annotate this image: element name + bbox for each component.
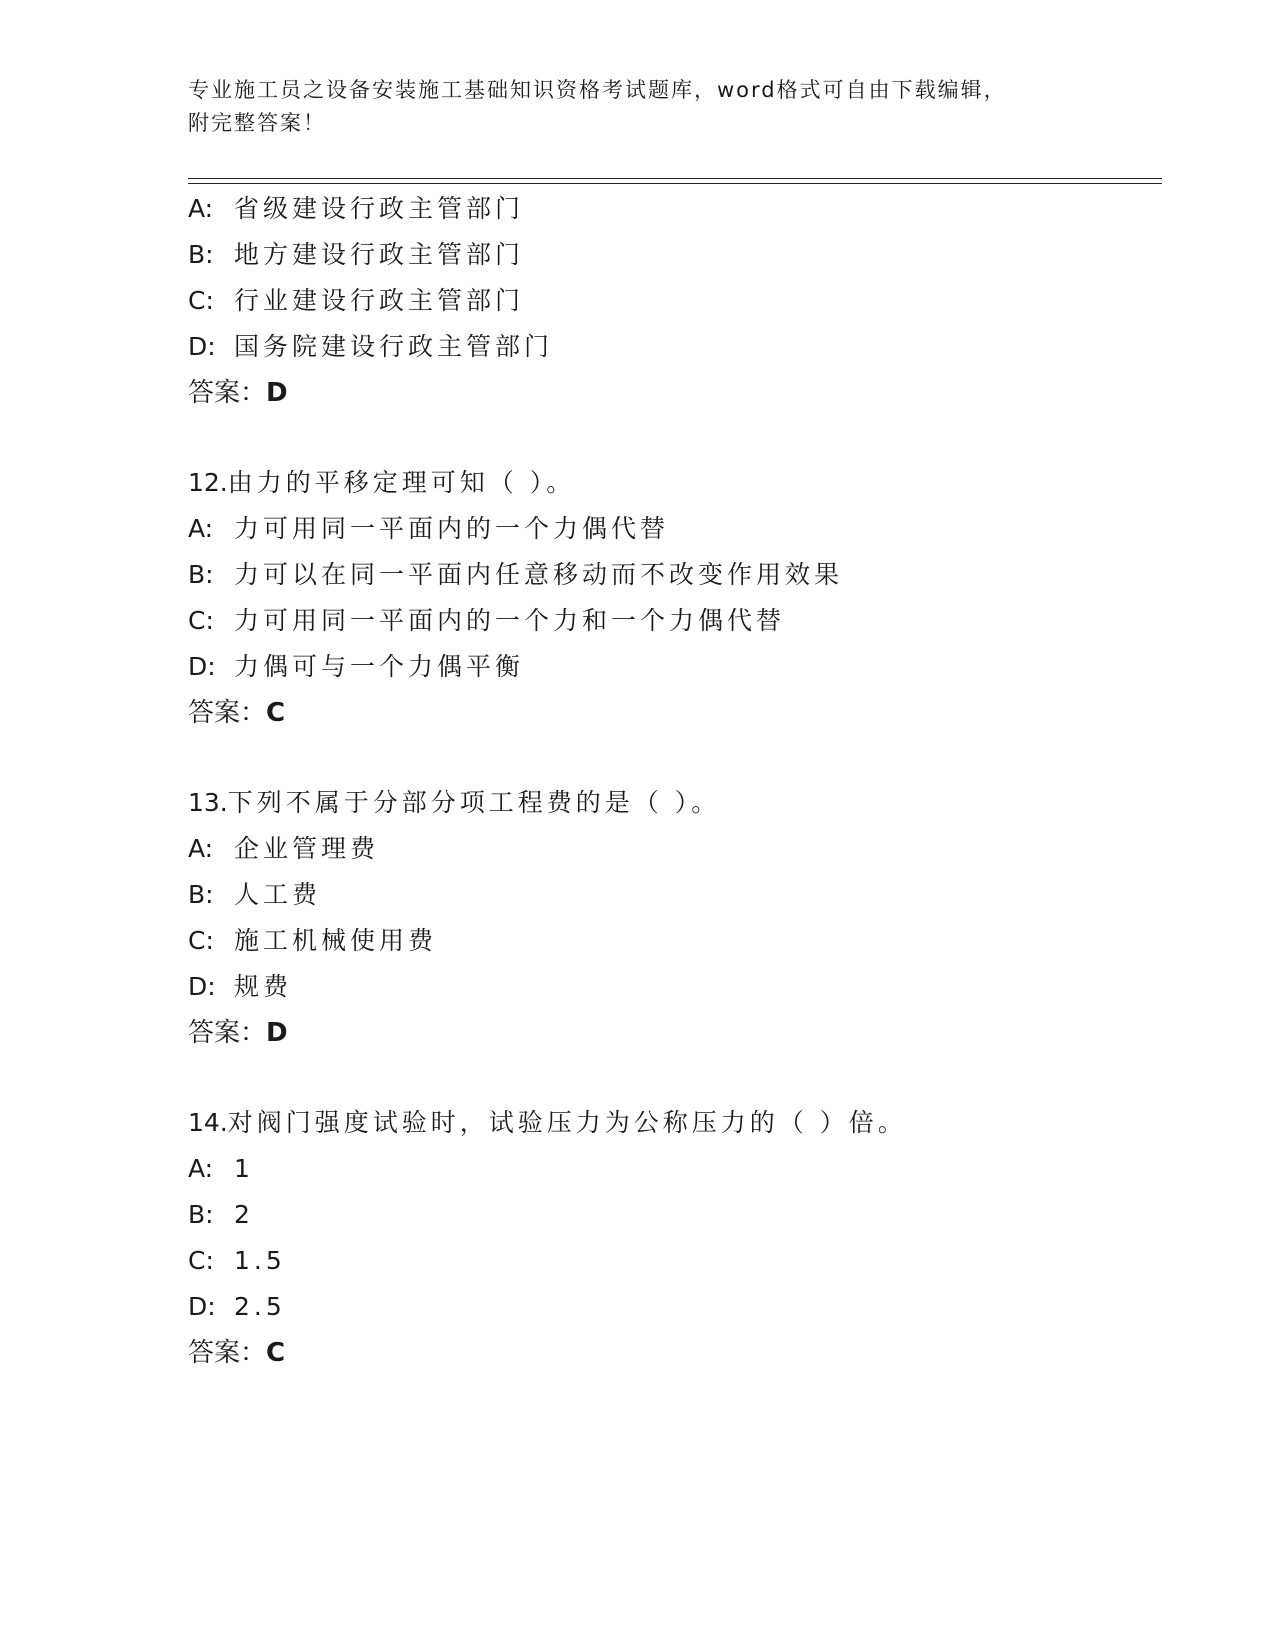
question-block	[188, 1100, 1168, 1376]
option-row	[188, 506, 1168, 552]
option-text: 企业管理费	[234, 834, 380, 863]
answer-label: 答案：	[188, 378, 267, 408]
option-letter: D:	[188, 972, 216, 1001]
answer-row	[188, 370, 1168, 416]
question-number: 12.	[188, 468, 228, 497]
question-text: 下列不属于分部分项工程费的是（ ）。	[227, 788, 721, 817]
option-text: 力可用同一平面内的一个力偶代替	[234, 514, 670, 543]
option-row	[188, 964, 1168, 1010]
option-letter: D:	[188, 332, 216, 361]
option-text: 力偶可与一个力偶平衡	[234, 652, 525, 681]
option-text: 规费	[234, 972, 293, 1001]
question-block	[188, 780, 1168, 1056]
question-list	[188, 186, 1168, 1376]
question-number: 14.	[188, 1108, 228, 1137]
option-letter: A:	[188, 194, 214, 223]
option-row	[188, 1238, 1168, 1284]
option-row	[188, 552, 1168, 598]
option-row	[188, 598, 1168, 644]
option-text: 2	[234, 1200, 254, 1229]
option-letter: B:	[188, 240, 214, 269]
question-number: 13.	[188, 788, 228, 817]
option-text: 国务院建设行政主管部门	[234, 332, 554, 361]
option-row	[188, 1146, 1168, 1192]
option-text: 地方建设行政主管部门	[234, 240, 525, 269]
option-row	[188, 644, 1168, 690]
option-text: 2.5	[234, 1292, 286, 1321]
option-row	[188, 918, 1168, 964]
option-text: 施工机械使用费	[234, 926, 438, 955]
option-letter: A:	[188, 514, 214, 543]
option-row	[188, 324, 1168, 370]
question-stem	[188, 1100, 1168, 1146]
option-letter: C:	[188, 1246, 214, 1275]
option-letter: A:	[188, 834, 214, 863]
header-divider-bottom	[188, 183, 1162, 184]
question-stem	[188, 780, 1168, 826]
option-text: 力可用同一平面内的一个力和一个力偶代替	[234, 606, 786, 635]
question-block	[188, 186, 1168, 416]
question-stem	[188, 460, 1168, 506]
option-text: 1	[234, 1154, 254, 1183]
question-block	[188, 460, 1168, 736]
answer-row	[188, 1330, 1168, 1376]
header-divider-top	[188, 178, 1162, 179]
option-row	[188, 1284, 1168, 1330]
option-row	[188, 826, 1168, 872]
option-row	[188, 232, 1168, 278]
option-row	[188, 1192, 1168, 1238]
answer-label: 答案：	[188, 1018, 267, 1048]
question-text: 由力的平移定理可知（ ）。	[227, 468, 576, 497]
option-row	[188, 872, 1168, 918]
answer-row	[188, 1010, 1168, 1056]
answer-value: C	[266, 698, 286, 728]
answer-label: 答案：	[188, 698, 267, 728]
option-letter: B:	[188, 1200, 214, 1229]
option-text: 省级建设行政主管部门	[234, 194, 525, 223]
option-letter: A:	[188, 1154, 214, 1183]
answer-value: D	[266, 1018, 288, 1048]
option-row	[188, 186, 1168, 232]
option-letter: D:	[188, 1292, 216, 1321]
option-letter: B:	[188, 880, 214, 909]
option-letter: C:	[188, 926, 214, 955]
option-letter: D:	[188, 652, 216, 681]
option-text: 力可以在同一平面内任意移动而不改变作用效果	[234, 560, 844, 589]
option-letter: B:	[188, 560, 214, 589]
option-letter: C:	[188, 286, 214, 315]
option-text: 行业建设行政主管部门	[234, 286, 525, 315]
option-text: 人工费	[234, 880, 322, 909]
answer-label: 答案：	[188, 1338, 267, 1368]
option-letter: C:	[188, 606, 214, 635]
answer-value: D	[266, 378, 288, 408]
option-text: 1.5	[234, 1246, 286, 1275]
question-text: 对阀门强度试验时，试验压力为公称压力的（ ）倍。	[227, 1108, 907, 1137]
answer-value: C	[266, 1338, 286, 1368]
option-row	[188, 278, 1168, 324]
document-header	[188, 74, 1088, 140]
header-line-2: 附完整答案！	[188, 111, 326, 135]
header-line-1: 专业施工员之设备安装施工基础知识资格考试题库，word格式可自由下载编辑，	[188, 78, 1007, 102]
answer-row	[188, 690, 1168, 736]
